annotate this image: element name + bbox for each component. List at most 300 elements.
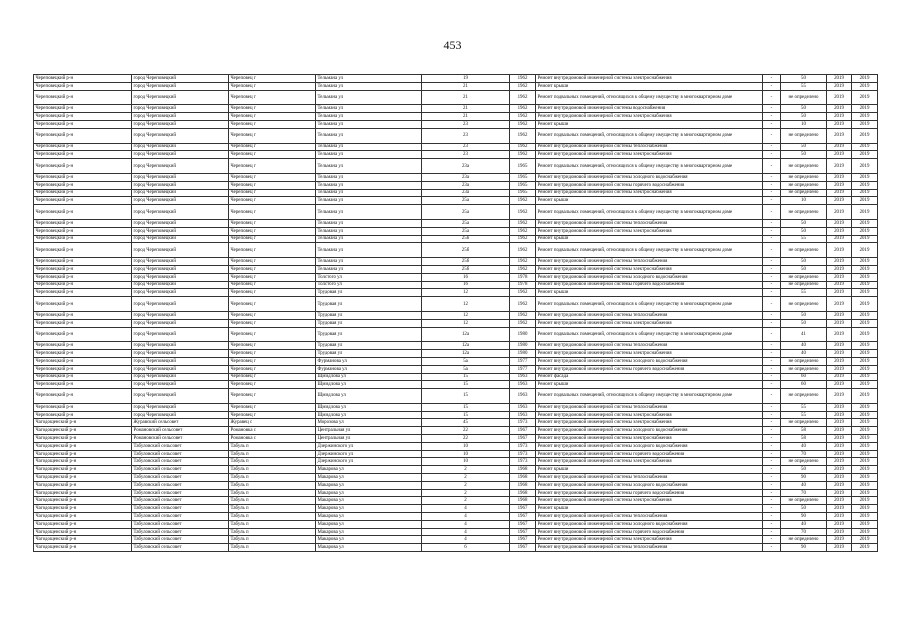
dash-cell: - [763, 497, 781, 505]
end-year-cell: 2019 [852, 227, 878, 235]
settlement-cell: Череповец г [229, 82, 316, 90]
work-type-cell: Ремонт крыши [536, 381, 763, 389]
cost-cell: 90 [781, 474, 827, 482]
table-row [34, 505, 878, 513]
start-year-cell: 2019 [827, 227, 852, 235]
dash-cell: - [763, 327, 781, 342]
work-type-cell: Ремонт внутридомовой инженерной системы горячего водоснабжения [536, 181, 763, 189]
end-year-cell: 2019 [852, 189, 878, 197]
end-year-cell: 2019 [852, 481, 878, 489]
cost-cell: не определено [781, 90, 827, 105]
street-cell: Щмидлова ул [316, 411, 422, 419]
house-number-cell: 16 [422, 273, 510, 281]
end-year-cell: 2019 [852, 458, 878, 466]
cost-cell: 50 [781, 227, 827, 235]
end-year-cell: 2019 [852, 505, 878, 513]
table-row [34, 281, 878, 289]
street-cell: Макарова ул [316, 466, 422, 474]
dash-cell: - [763, 273, 781, 281]
work-type-cell: Ремонт крыши [536, 120, 763, 128]
built-year-cell: 1962 [510, 289, 536, 297]
table-row [34, 289, 878, 297]
start-year-cell: 2019 [827, 265, 852, 273]
district-cell: Чагодощенский р-н [34, 474, 132, 482]
cost-cell: 58 [781, 435, 827, 443]
district-cell: Череповецкий р-н [34, 105, 132, 113]
settlement-cell: Романовка с [229, 435, 316, 443]
work-type-cell: Ремонт внутридомовой инженерной системы электроснабжения [536, 151, 763, 159]
cost-cell: 10 [781, 197, 827, 205]
table-row [34, 474, 878, 482]
house-number-cell: 15 [422, 389, 510, 404]
street-cell: Макарова ул [316, 481, 422, 489]
cost-cell: не определено [781, 497, 827, 505]
work-type-cell: Ремонт внутридомовой инженерной системы электроснабжения [536, 75, 763, 83]
street-cell: Макарова ул [316, 513, 422, 521]
dash-cell: - [763, 258, 781, 266]
dash-cell: - [763, 75, 781, 83]
settlement-cell: Череповец г [229, 120, 316, 128]
start-year-cell: 2019 [827, 528, 852, 536]
dash-cell: - [763, 342, 781, 350]
municipality-cell: город Череповецкий [132, 205, 229, 220]
work-type-cell: Ремонт внутридомовой инженерной системы холодного водоснабжения [536, 427, 763, 435]
end-year-cell: 2019 [852, 311, 878, 319]
street-cell: Тельмана ул [316, 105, 422, 113]
house-number-cell: 15 [422, 403, 510, 411]
work-type-cell: Ремонт крыши [536, 289, 763, 297]
house-number-cell: 25б [422, 258, 510, 266]
start-year-cell: 2019 [827, 497, 852, 505]
street-cell: Тельмана ул [316, 205, 422, 220]
settlement-cell: Череповец г [229, 75, 316, 83]
house-number-cell: 2 [422, 489, 510, 497]
register-body [34, 75, 878, 552]
municipality-cell: Табуловский сельсовет [132, 481, 229, 489]
settlement-cell: Череповец г [229, 205, 316, 220]
municipality-cell: Табуловский сельсовет [132, 458, 229, 466]
municipality-cell: город Череповецкий [132, 311, 229, 319]
street-cell: Щмидлова ул [316, 381, 422, 389]
dash-cell: - [763, 90, 781, 105]
district-cell: Чагодощенский р-н [34, 520, 132, 528]
dash-cell: - [763, 143, 781, 151]
municipality-cell: город Череповецкий [132, 173, 229, 181]
street-cell: Тельмана ул [316, 181, 422, 189]
dash-cell: - [763, 474, 781, 482]
work-type-cell: Ремонт внутридомовой инженерной системы теплоснабжения [536, 219, 763, 227]
work-type-cell: Ремонт крыши [536, 505, 763, 513]
street-cell: Трудовая ул [316, 311, 422, 319]
end-year-cell: 2019 [852, 128, 878, 143]
end-year-cell: 2019 [852, 113, 878, 121]
built-year-cell: 1962 [510, 227, 536, 235]
built-year-cell: 1963 [510, 403, 536, 411]
district-cell: Череповецкий р-н [34, 297, 132, 312]
table-row [34, 403, 878, 411]
dash-cell: - [763, 450, 781, 458]
house-number-cell: 2 [422, 481, 510, 489]
table-row [34, 458, 878, 466]
street-cell: Толстого ул [316, 273, 422, 281]
street-cell: Тельмана ул [316, 189, 422, 197]
cost-cell: не определено [781, 365, 827, 373]
street-cell: Трудовая ул [316, 350, 422, 358]
district-cell: Череповецкий р-н [34, 411, 132, 419]
dash-cell: - [763, 120, 781, 128]
dash-cell: - [763, 411, 781, 419]
house-number-cell: 21 [422, 90, 510, 105]
settlement-cell: Табуль п [229, 520, 316, 528]
house-number-cell: 4 [422, 513, 510, 521]
start-year-cell: 2019 [827, 389, 852, 404]
settlement-cell: Череповец г [229, 227, 316, 235]
district-cell: Череповецкий р-н [34, 273, 132, 281]
settlement-cell: Череповец г [229, 281, 316, 289]
district-cell: Череповецкий р-н [34, 189, 132, 197]
dash-cell: - [763, 319, 781, 327]
start-year-cell: 2019 [827, 311, 852, 319]
house-number-cell: 21 [422, 82, 510, 90]
house-number-cell: 16 [422, 281, 510, 289]
municipality-cell: город Череповецкий [132, 342, 229, 350]
built-year-cell: 1967 [510, 520, 536, 528]
house-number-cell: 23 [422, 143, 510, 151]
settlement-cell: Череповец г [229, 389, 316, 404]
end-year-cell: 2019 [852, 435, 878, 443]
table-row [34, 442, 878, 450]
start-year-cell: 2019 [827, 219, 852, 227]
start-year-cell: 2019 [827, 197, 852, 205]
built-year-cell: 1967 [510, 427, 536, 435]
district-cell: Череповецкий р-н [34, 357, 132, 365]
district-cell: Череповецкий р-н [34, 151, 132, 159]
settlement-cell: Табуль п [229, 489, 316, 497]
built-year-cell: 1967 [510, 505, 536, 513]
house-number-cell: 23 [422, 151, 510, 159]
settlement-cell: Череповец г [229, 219, 316, 227]
table-row [34, 113, 878, 121]
settlement-cell: Череповец г [229, 289, 316, 297]
cost-cell: 55 [781, 411, 827, 419]
district-cell: Череповецкий р-н [34, 75, 132, 83]
end-year-cell: 2019 [852, 258, 878, 266]
street-cell: Тельмана ул [316, 159, 422, 174]
dash-cell: - [763, 227, 781, 235]
street-cell: Дзержинского ул [316, 450, 422, 458]
dash-cell: - [763, 197, 781, 205]
start-year-cell: 2019 [827, 442, 852, 450]
table-row [34, 189, 878, 197]
cost-cell: не определено [781, 389, 827, 404]
street-cell: Тельмана ул [316, 75, 422, 83]
house-number-cell: 4 [422, 528, 510, 536]
table-row [34, 350, 878, 358]
start-year-cell: 2019 [827, 513, 852, 521]
built-year-cell: 1968 [510, 497, 536, 505]
house-number-cell: 6 [422, 544, 510, 552]
built-year-cell: 1980 [510, 327, 536, 342]
dash-cell: - [763, 173, 781, 181]
table-row [34, 381, 878, 389]
cost-cell: не определено [781, 128, 827, 143]
table-row [34, 520, 878, 528]
cost-cell: не определено [781, 189, 827, 197]
start-year-cell: 2019 [827, 419, 852, 427]
built-year-cell: 1962 [510, 297, 536, 312]
settlement-cell: Табуль п [229, 458, 316, 466]
built-year-cell: 1962 [510, 90, 536, 105]
work-type-cell: Ремонт внутридомовой инженерной системы электроснабжения [536, 319, 763, 327]
municipality-cell: Табуловский сельсовет [132, 450, 229, 458]
street-cell: Морозова ул [316, 419, 422, 427]
dash-cell: - [763, 189, 781, 197]
start-year-cell: 2019 [827, 357, 852, 365]
end-year-cell: 2019 [852, 466, 878, 474]
house-number-cell: 25б [422, 265, 510, 273]
start-year-cell: 2019 [827, 427, 852, 435]
cost-cell: 50 [781, 466, 827, 474]
house-number-cell: 21 [422, 105, 510, 113]
cost-cell: 50 [781, 75, 827, 83]
start-year-cell: 2019 [827, 289, 852, 297]
start-year-cell: 2019 [827, 181, 852, 189]
district-cell: Чагодощенский р-н [34, 458, 132, 466]
work-type-cell: Ремонт внутридомовой инженерной системы электроснабжения [536, 227, 763, 235]
municipality-cell: город Череповецкий [132, 235, 229, 243]
house-number-cell: 4 [422, 520, 510, 528]
start-year-cell: 2019 [827, 520, 852, 528]
table-row [34, 373, 878, 381]
cost-cell: 90 [781, 513, 827, 521]
table-row [34, 427, 878, 435]
end-year-cell: 2019 [852, 105, 878, 113]
street-cell: Тельмана ул [316, 151, 422, 159]
dash-cell: - [763, 113, 781, 121]
start-year-cell: 2019 [827, 281, 852, 289]
start-year-cell: 2019 [827, 365, 852, 373]
dash-cell: - [763, 513, 781, 521]
district-cell: Череповецкий р-н [34, 403, 132, 411]
cost-cell: не определено [781, 536, 827, 544]
house-number-cell: 12 [422, 289, 510, 297]
municipality-cell: Табуловский сельсовет [132, 505, 229, 513]
district-cell: Череповецкий р-н [34, 197, 132, 205]
district-cell: Череповецкий р-н [34, 113, 132, 121]
street-cell: Щмидлова ул [316, 389, 422, 404]
municipality-cell: город Череповецкий [132, 258, 229, 266]
district-cell: Чагодощенский р-н [34, 489, 132, 497]
work-type-cell: Ремонт внутридомовой инженерной системы электроснабжения [536, 189, 763, 197]
settlement-cell: Череповец г [229, 151, 316, 159]
end-year-cell: 2019 [852, 327, 878, 342]
built-year-cell: 1977 [510, 365, 536, 373]
built-year-cell: 1973 [510, 458, 536, 466]
work-type-cell: Ремонт внутридомовой инженерной системы теплоснабжения [536, 544, 763, 552]
dash-cell: - [763, 365, 781, 373]
dash-cell: - [763, 243, 781, 258]
municipality-cell: город Череповецкий [132, 189, 229, 197]
dash-cell: - [763, 536, 781, 544]
built-year-cell: 1962 [510, 128, 536, 143]
work-type-cell: Ремонт внутридомовой инженерной системы теплоснабжения [536, 513, 763, 521]
work-type-cell: Ремонт внутридомовой инженерной системы электроснабжения [536, 350, 763, 358]
municipality-cell: город Череповецкий [132, 373, 229, 381]
cost-cell: 50 [781, 319, 827, 327]
table-row [34, 450, 878, 458]
start-year-cell: 2019 [827, 173, 852, 181]
table-row [34, 82, 878, 90]
cost-cell: 40 [781, 350, 827, 358]
house-number-cell: 15 [422, 373, 510, 381]
built-year-cell: 1962 [510, 105, 536, 113]
built-year-cell: 1962 [510, 319, 536, 327]
work-type-cell: Ремонт внутридомовой инженерной системы электроснабжения [536, 265, 763, 273]
district-cell: Череповецкий р-н [34, 235, 132, 243]
district-cell: Чагодощенский р-н [34, 528, 132, 536]
street-cell: Тельмана ул [316, 243, 422, 258]
street-cell: Макарова ул [316, 489, 422, 497]
municipality-cell: город Череповецкий [132, 350, 229, 358]
settlement-cell: Череповец г [229, 173, 316, 181]
work-type-cell: Ремонт подвальных помещений, относящихся к общему имуществу в многоквартирном доме [536, 389, 763, 404]
district-cell: Череповецкий р-н [34, 173, 132, 181]
table-row [34, 319, 878, 327]
end-year-cell: 2019 [852, 513, 878, 521]
table-row [34, 357, 878, 365]
built-year-cell: 1978 [510, 281, 536, 289]
table-row [34, 497, 878, 505]
dash-cell: - [763, 427, 781, 435]
end-year-cell: 2019 [852, 75, 878, 83]
work-type-cell: Ремонт внутридомовой инженерной системы теплоснабжения [536, 143, 763, 151]
house-number-cell: 2 [422, 474, 510, 482]
settlement-cell: Череповец г [229, 342, 316, 350]
table-row [34, 75, 878, 83]
dash-cell: - [763, 289, 781, 297]
municipality-cell: город Череповецкий [132, 357, 229, 365]
start-year-cell: 2019 [827, 342, 852, 350]
dash-cell: - [763, 520, 781, 528]
end-year-cell: 2019 [852, 235, 878, 243]
municipality-cell: Табуловский сельсовет [132, 528, 229, 536]
settlement-cell: Череповец г [229, 235, 316, 243]
settlement-cell: Череповец г [229, 381, 316, 389]
table-row [34, 389, 878, 404]
house-number-cell: 12а [422, 342, 510, 350]
district-cell: Череповецкий р-н [34, 281, 132, 289]
district-cell: Чагодощенский р-н [34, 419, 132, 427]
house-number-cell: 23а [422, 173, 510, 181]
house-number-cell: 25а [422, 197, 510, 205]
municipality-cell: город Череповецкий [132, 327, 229, 342]
settlement-cell: Череповец г [229, 319, 316, 327]
dash-cell: - [763, 235, 781, 243]
municipality-cell: город Череповецкий [132, 128, 229, 143]
table-row [34, 265, 878, 273]
municipality-cell: город Череповецкий [132, 389, 229, 404]
municipality-cell: город Череповецкий [132, 411, 229, 419]
start-year-cell: 2019 [827, 466, 852, 474]
built-year-cell: 1962 [510, 235, 536, 243]
work-type-cell: Ремонт внутридомовой инженерной системы электроснабжения [536, 411, 763, 419]
dash-cell: - [763, 381, 781, 389]
municipality-cell: город Череповецкий [132, 227, 229, 235]
dash-cell: - [763, 311, 781, 319]
cost-cell: 10 [781, 120, 827, 128]
cost-cell: 50 [781, 505, 827, 513]
work-type-cell: Ремонт внутридомовой инженерной системы холодного водоснабжения [536, 442, 763, 450]
work-type-cell: Ремонт крыши [536, 82, 763, 90]
built-year-cell: 1967 [510, 544, 536, 552]
settlement-cell: Череповец г [229, 265, 316, 273]
district-cell: Череповецкий р-н [34, 319, 132, 327]
settlement-cell: Череповец г [229, 197, 316, 205]
end-year-cell: 2019 [852, 365, 878, 373]
work-type-cell: Ремонт подвальных помещений, относящихся к общему имуществу в многоквартирном доме [536, 297, 763, 312]
street-cell: Макарова ул [316, 520, 422, 528]
dash-cell: - [763, 350, 781, 358]
work-type-cell: Ремонт крыши [536, 466, 763, 474]
district-cell: Череповецкий р-н [34, 289, 132, 297]
settlement-cell: Череповец г [229, 128, 316, 143]
cost-cell: 58 [781, 427, 827, 435]
work-type-cell: Ремонт внутридомовой инженерной системы электроснабжения [536, 497, 763, 505]
municipality-cell: город Череповецкий [132, 120, 229, 128]
start-year-cell: 2019 [827, 381, 852, 389]
cost-cell: 70 [781, 489, 827, 497]
municipality-cell: город Череповецкий [132, 197, 229, 205]
work-type-cell: Ремонт внутридомовой инженерной системы горячего водоснабжения [536, 450, 763, 458]
end-year-cell: 2019 [852, 281, 878, 289]
dash-cell: - [763, 466, 781, 474]
district-cell: Чагодощенский р-н [34, 481, 132, 489]
cost-cell: не определено [781, 281, 827, 289]
work-type-cell: Ремонт внутридомовой инженерной системы холодного водоснабжения [536, 481, 763, 489]
start-year-cell: 2019 [827, 481, 852, 489]
end-year-cell: 2019 [852, 350, 878, 358]
house-number-cell: 22 [422, 427, 510, 435]
cost-cell: 90 [781, 544, 827, 552]
street-cell: Тельмана ул [316, 128, 422, 143]
cost-cell: не определено [781, 273, 827, 281]
end-year-cell: 2019 [852, 319, 878, 327]
table-row [34, 243, 878, 258]
table-row [34, 419, 878, 427]
start-year-cell: 2019 [827, 113, 852, 121]
settlement-cell: Табуль п [229, 505, 316, 513]
start-year-cell: 2019 [827, 450, 852, 458]
start-year-cell: 2019 [827, 105, 852, 113]
dash-cell: - [763, 544, 781, 552]
table-row [34, 181, 878, 189]
cost-cell: не определено [781, 297, 827, 312]
municipality-cell: город Череповецкий [132, 297, 229, 312]
built-year-cell: 1978 [510, 273, 536, 281]
municipality-cell: город Череповецкий [132, 265, 229, 273]
start-year-cell: 2019 [827, 205, 852, 220]
district-cell: Череповецкий р-н [34, 389, 132, 404]
municipality-cell: Табуловский сельсовет [132, 466, 229, 474]
house-number-cell: 2 [422, 466, 510, 474]
dash-cell: - [763, 419, 781, 427]
built-year-cell: 1965 [510, 159, 536, 174]
settlement-cell: Табуль п [229, 536, 316, 544]
dash-cell: - [763, 458, 781, 466]
work-type-cell: Ремонт подвальных помещений, относящихся к общему имуществу в многоквартирном доме [536, 90, 763, 105]
start-year-cell: 2019 [827, 143, 852, 151]
work-type-cell: Ремонт внутридомовой инженерной системы электроснабжения [536, 113, 763, 121]
